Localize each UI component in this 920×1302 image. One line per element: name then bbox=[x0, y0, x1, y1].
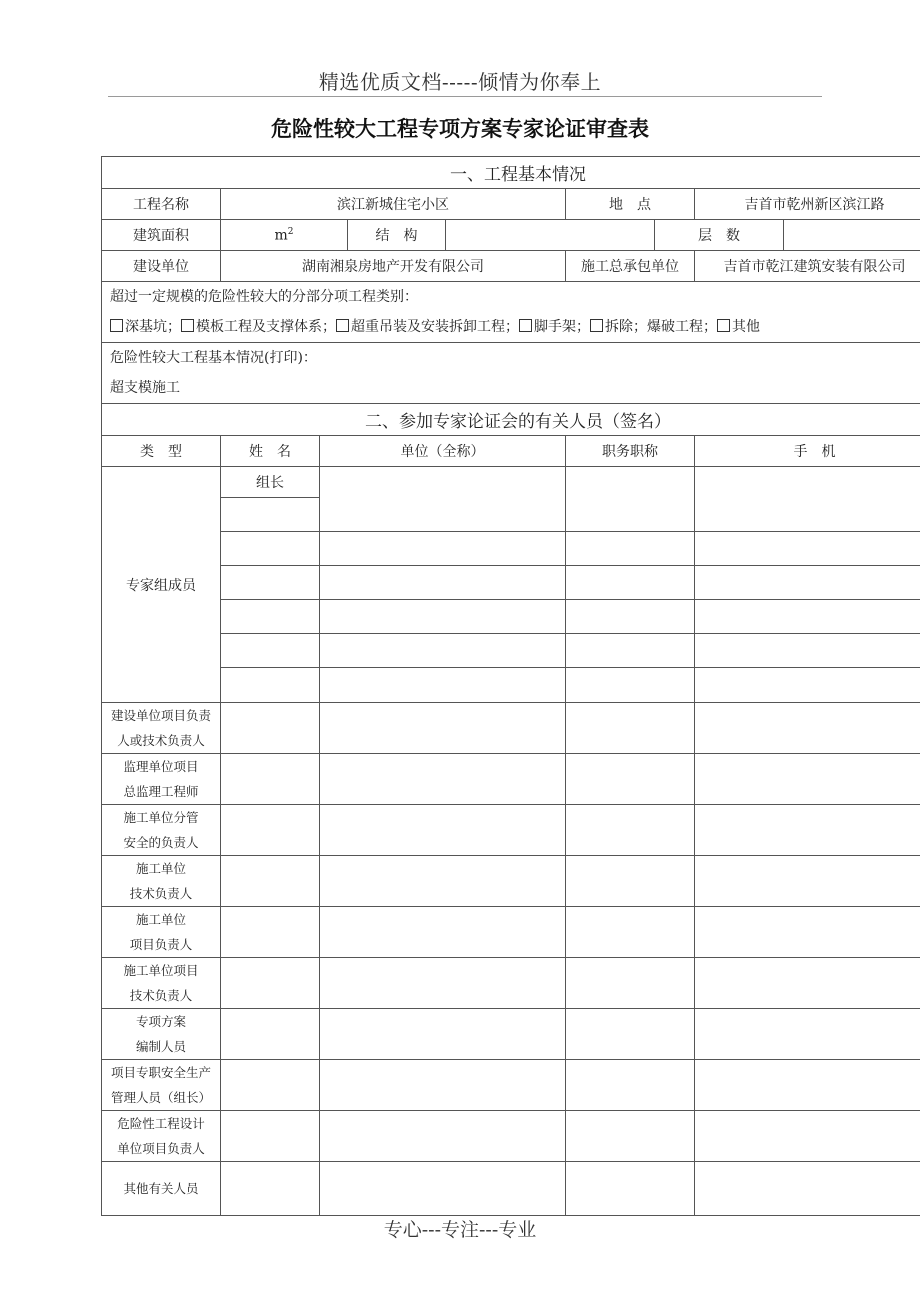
signer-title-cell[interactable] bbox=[566, 1111, 695, 1162]
project-name-value[interactable]: 滨江新城住宅小区 bbox=[221, 189, 566, 220]
signer-unit-cell[interactable] bbox=[320, 1111, 566, 1162]
role-line: 监理单位项目 bbox=[123, 759, 199, 774]
role-line: 施工单位项目 bbox=[123, 963, 199, 978]
expert-title-cell[interactable] bbox=[566, 634, 695, 668]
role-label bbox=[102, 754, 221, 805]
expert-phone-cell[interactable] bbox=[695, 600, 920, 634]
signer-phone-cell[interactable] bbox=[695, 1162, 920, 1216]
signer-title-cell[interactable] bbox=[566, 856, 695, 907]
category-option: 其他 bbox=[732, 319, 760, 335]
role-line: 总监理工程师 bbox=[123, 784, 199, 799]
page-header: 精选优质文档-----倾情为你奉上 bbox=[318, 70, 602, 94]
signer-name-cell[interactable] bbox=[221, 856, 320, 907]
column-header-type: 类 型 bbox=[102, 436, 221, 467]
role-label bbox=[102, 856, 221, 907]
area-unit: m bbox=[274, 227, 288, 244]
expert-phone-cell[interactable] bbox=[695, 532, 920, 566]
floors-value[interactable] bbox=[784, 220, 920, 251]
checkbox-scaffold[interactable] bbox=[519, 319, 532, 332]
section1-heading: 一、工程基本情况 bbox=[102, 157, 920, 189]
expert-phone-cell[interactable] bbox=[695, 566, 920, 600]
role-line: 施工单位 bbox=[135, 861, 186, 876]
category-options bbox=[110, 312, 920, 342]
area-value[interactable] bbox=[221, 220, 348, 251]
expert-name-cell[interactable] bbox=[221, 566, 320, 600]
basic-info-cell bbox=[102, 343, 920, 404]
role-label bbox=[102, 805, 221, 856]
signer-unit-cell[interactable] bbox=[320, 856, 566, 907]
role-label bbox=[102, 1111, 221, 1162]
role-line: 安全的负责人 bbox=[123, 835, 199, 850]
contractor-value[interactable]: 吉首市乾江建筑安装有限公司 bbox=[695, 251, 920, 282]
signer-phone-cell[interactable] bbox=[695, 1111, 920, 1162]
signer-unit-cell[interactable] bbox=[320, 1009, 566, 1060]
signer-unit-cell[interactable] bbox=[320, 1060, 566, 1111]
column-header-phone: 手 机 bbox=[695, 436, 920, 467]
signer-name-cell[interactable] bbox=[221, 1162, 320, 1216]
signer-unit-cell[interactable] bbox=[320, 805, 566, 856]
role-line: 施工单位分管 bbox=[123, 810, 199, 825]
role-label bbox=[102, 1162, 221, 1216]
checkbox-demolition[interactable] bbox=[590, 319, 603, 332]
expert-title-cell[interactable] bbox=[566, 600, 695, 634]
role-line: 施工单位 bbox=[135, 912, 186, 927]
leader-label: 组长 bbox=[221, 467, 320, 498]
expert-name-cell[interactable] bbox=[221, 668, 320, 703]
signer-title-cell[interactable] bbox=[566, 1162, 695, 1216]
role-line: 建设单位项目负责 bbox=[110, 708, 211, 723]
signer-name-cell[interactable] bbox=[221, 805, 320, 856]
role-line: 技术负责人 bbox=[129, 886, 193, 901]
category-label: 超过一定规模的危险性较大的分部分项工程类别： bbox=[110, 289, 418, 305]
category-option: 拆除；爆破工程； bbox=[605, 319, 717, 335]
signer-name-cell[interactable] bbox=[221, 1111, 320, 1162]
role-line: 单位项目负责人 bbox=[117, 1141, 205, 1156]
project-name-label: 工程名称 bbox=[102, 189, 221, 220]
role-line: 项目专职安全生产 bbox=[110, 1065, 211, 1080]
expert-title-cell[interactable] bbox=[566, 668, 695, 703]
role-label bbox=[102, 1009, 221, 1060]
role-label bbox=[102, 1060, 221, 1111]
contractor-label: 施工总承包单位 bbox=[566, 251, 695, 282]
area-label: 建筑面积 bbox=[102, 220, 221, 251]
expert-title-cell[interactable] bbox=[566, 532, 695, 566]
expert-name-cell[interactable] bbox=[221, 600, 320, 634]
page-footer: 专心---专注---专业 bbox=[383, 1219, 537, 1241]
signer-unit-cell[interactable] bbox=[320, 1162, 566, 1216]
structure-value[interactable] bbox=[446, 220, 655, 251]
header-rule bbox=[108, 96, 822, 97]
location-label: 地 点 bbox=[566, 189, 695, 220]
checkbox-deep-pit[interactable] bbox=[110, 319, 123, 332]
signer-title-cell[interactable] bbox=[566, 1009, 695, 1060]
category-option: 脚手架； bbox=[534, 319, 590, 335]
role-line: 编制人员 bbox=[135, 1039, 186, 1054]
structure-label: 结 构 bbox=[348, 220, 446, 251]
basic-info-value[interactable]: 超支模施工 bbox=[110, 380, 180, 396]
checkbox-lifting[interactable] bbox=[336, 319, 349, 332]
role-label bbox=[102, 703, 221, 754]
role-line: 项目负责人 bbox=[129, 937, 193, 952]
owner-label: 建设单位 bbox=[102, 251, 221, 282]
review-form-table bbox=[101, 156, 920, 1216]
signer-phone-cell[interactable] bbox=[695, 907, 920, 958]
expert-unit-cell[interactable] bbox=[320, 467, 566, 532]
category-option: 超重吊装及安装拆卸工程； bbox=[351, 319, 519, 335]
signer-phone-cell[interactable] bbox=[695, 856, 920, 907]
column-header-name: 姓 名 bbox=[221, 436, 320, 467]
role-label bbox=[102, 958, 221, 1009]
page-title: 危险性较大工程专项方案专家论证审查表 bbox=[271, 117, 649, 141]
checkbox-other[interactable] bbox=[717, 319, 730, 332]
role-line: 人或技术负责人 bbox=[117, 733, 205, 748]
signer-phone-cell[interactable] bbox=[695, 1009, 920, 1060]
signer-name-cell[interactable] bbox=[221, 703, 320, 754]
expert-unit-cell[interactable] bbox=[320, 668, 566, 703]
expert-phone-cell[interactable] bbox=[695, 668, 920, 703]
signer-title-cell[interactable] bbox=[566, 703, 695, 754]
signer-title-cell[interactable] bbox=[566, 958, 695, 1009]
location-value[interactable]: 吉首市乾州新区滨江路 bbox=[695, 189, 920, 220]
signer-unit-cell[interactable] bbox=[320, 958, 566, 1009]
section2-heading: 二、参加专家论证会的有关人员（签名） bbox=[102, 404, 920, 436]
signer-name-cell[interactable] bbox=[221, 754, 320, 805]
expert-title-cell[interactable] bbox=[566, 566, 695, 600]
role-line: 其他有关人员 bbox=[123, 1181, 199, 1196]
category-option: 深基坑； bbox=[125, 319, 181, 335]
column-header-title: 职务职称 bbox=[566, 436, 695, 467]
category-option: 模板工程及支撑体系； bbox=[196, 319, 336, 335]
signer-name-cell[interactable] bbox=[221, 907, 320, 958]
expert-name-cell[interactable] bbox=[221, 532, 320, 566]
signer-name-cell[interactable] bbox=[221, 958, 320, 1009]
floors-label: 层 数 bbox=[655, 220, 784, 251]
expert-group-label: 专家组成员 bbox=[102, 467, 221, 703]
signer-title-cell[interactable] bbox=[566, 1060, 695, 1111]
signer-phone-cell[interactable] bbox=[695, 958, 920, 1009]
expert-name-cell[interactable] bbox=[221, 498, 320, 532]
signer-phone-cell[interactable] bbox=[695, 754, 920, 805]
signer-name-cell[interactable] bbox=[221, 1060, 320, 1111]
role-line: 专项方案 bbox=[135, 1014, 186, 1029]
expert-unit-cell[interactable] bbox=[320, 600, 566, 634]
owner-value[interactable]: 湖南湘泉房地产开发有限公司 bbox=[221, 251, 566, 282]
expert-unit-cell[interactable] bbox=[320, 634, 566, 668]
checkbox-formwork[interactable] bbox=[181, 319, 194, 332]
signer-title-cell[interactable] bbox=[566, 805, 695, 856]
signer-phone-cell[interactable] bbox=[695, 805, 920, 856]
signer-unit-cell[interactable] bbox=[320, 703, 566, 754]
expert-phone-cell[interactable] bbox=[695, 467, 920, 532]
expert-unit-cell[interactable] bbox=[320, 532, 566, 566]
signer-title-cell[interactable] bbox=[566, 754, 695, 805]
signer-phone-cell[interactable] bbox=[695, 1060, 920, 1111]
signer-name-cell[interactable] bbox=[221, 1009, 320, 1060]
signer-title-cell[interactable] bbox=[566, 907, 695, 958]
area-unit-sup: 2 bbox=[287, 226, 294, 237]
role-line: 危险性工程设计 bbox=[117, 1116, 205, 1131]
role-label bbox=[102, 907, 221, 958]
expert-title-cell[interactable] bbox=[566, 467, 695, 532]
role-line: 管理人员（组长） bbox=[110, 1090, 211, 1105]
column-header-unit: 单位（全称） bbox=[320, 436, 566, 467]
role-line: 技术负责人 bbox=[129, 988, 193, 1003]
basic-info-label: 危险性较大工程基本情况(打印)： bbox=[110, 350, 317, 366]
expert-name-cell[interactable] bbox=[221, 634, 320, 668]
expert-unit-cell[interactable] bbox=[320, 566, 566, 600]
signer-unit-cell[interactable] bbox=[320, 754, 566, 805]
signer-unit-cell[interactable] bbox=[320, 907, 566, 958]
expert-phone-cell[interactable] bbox=[695, 634, 920, 668]
category-cell bbox=[102, 282, 920, 343]
signer-phone-cell[interactable] bbox=[695, 703, 920, 754]
